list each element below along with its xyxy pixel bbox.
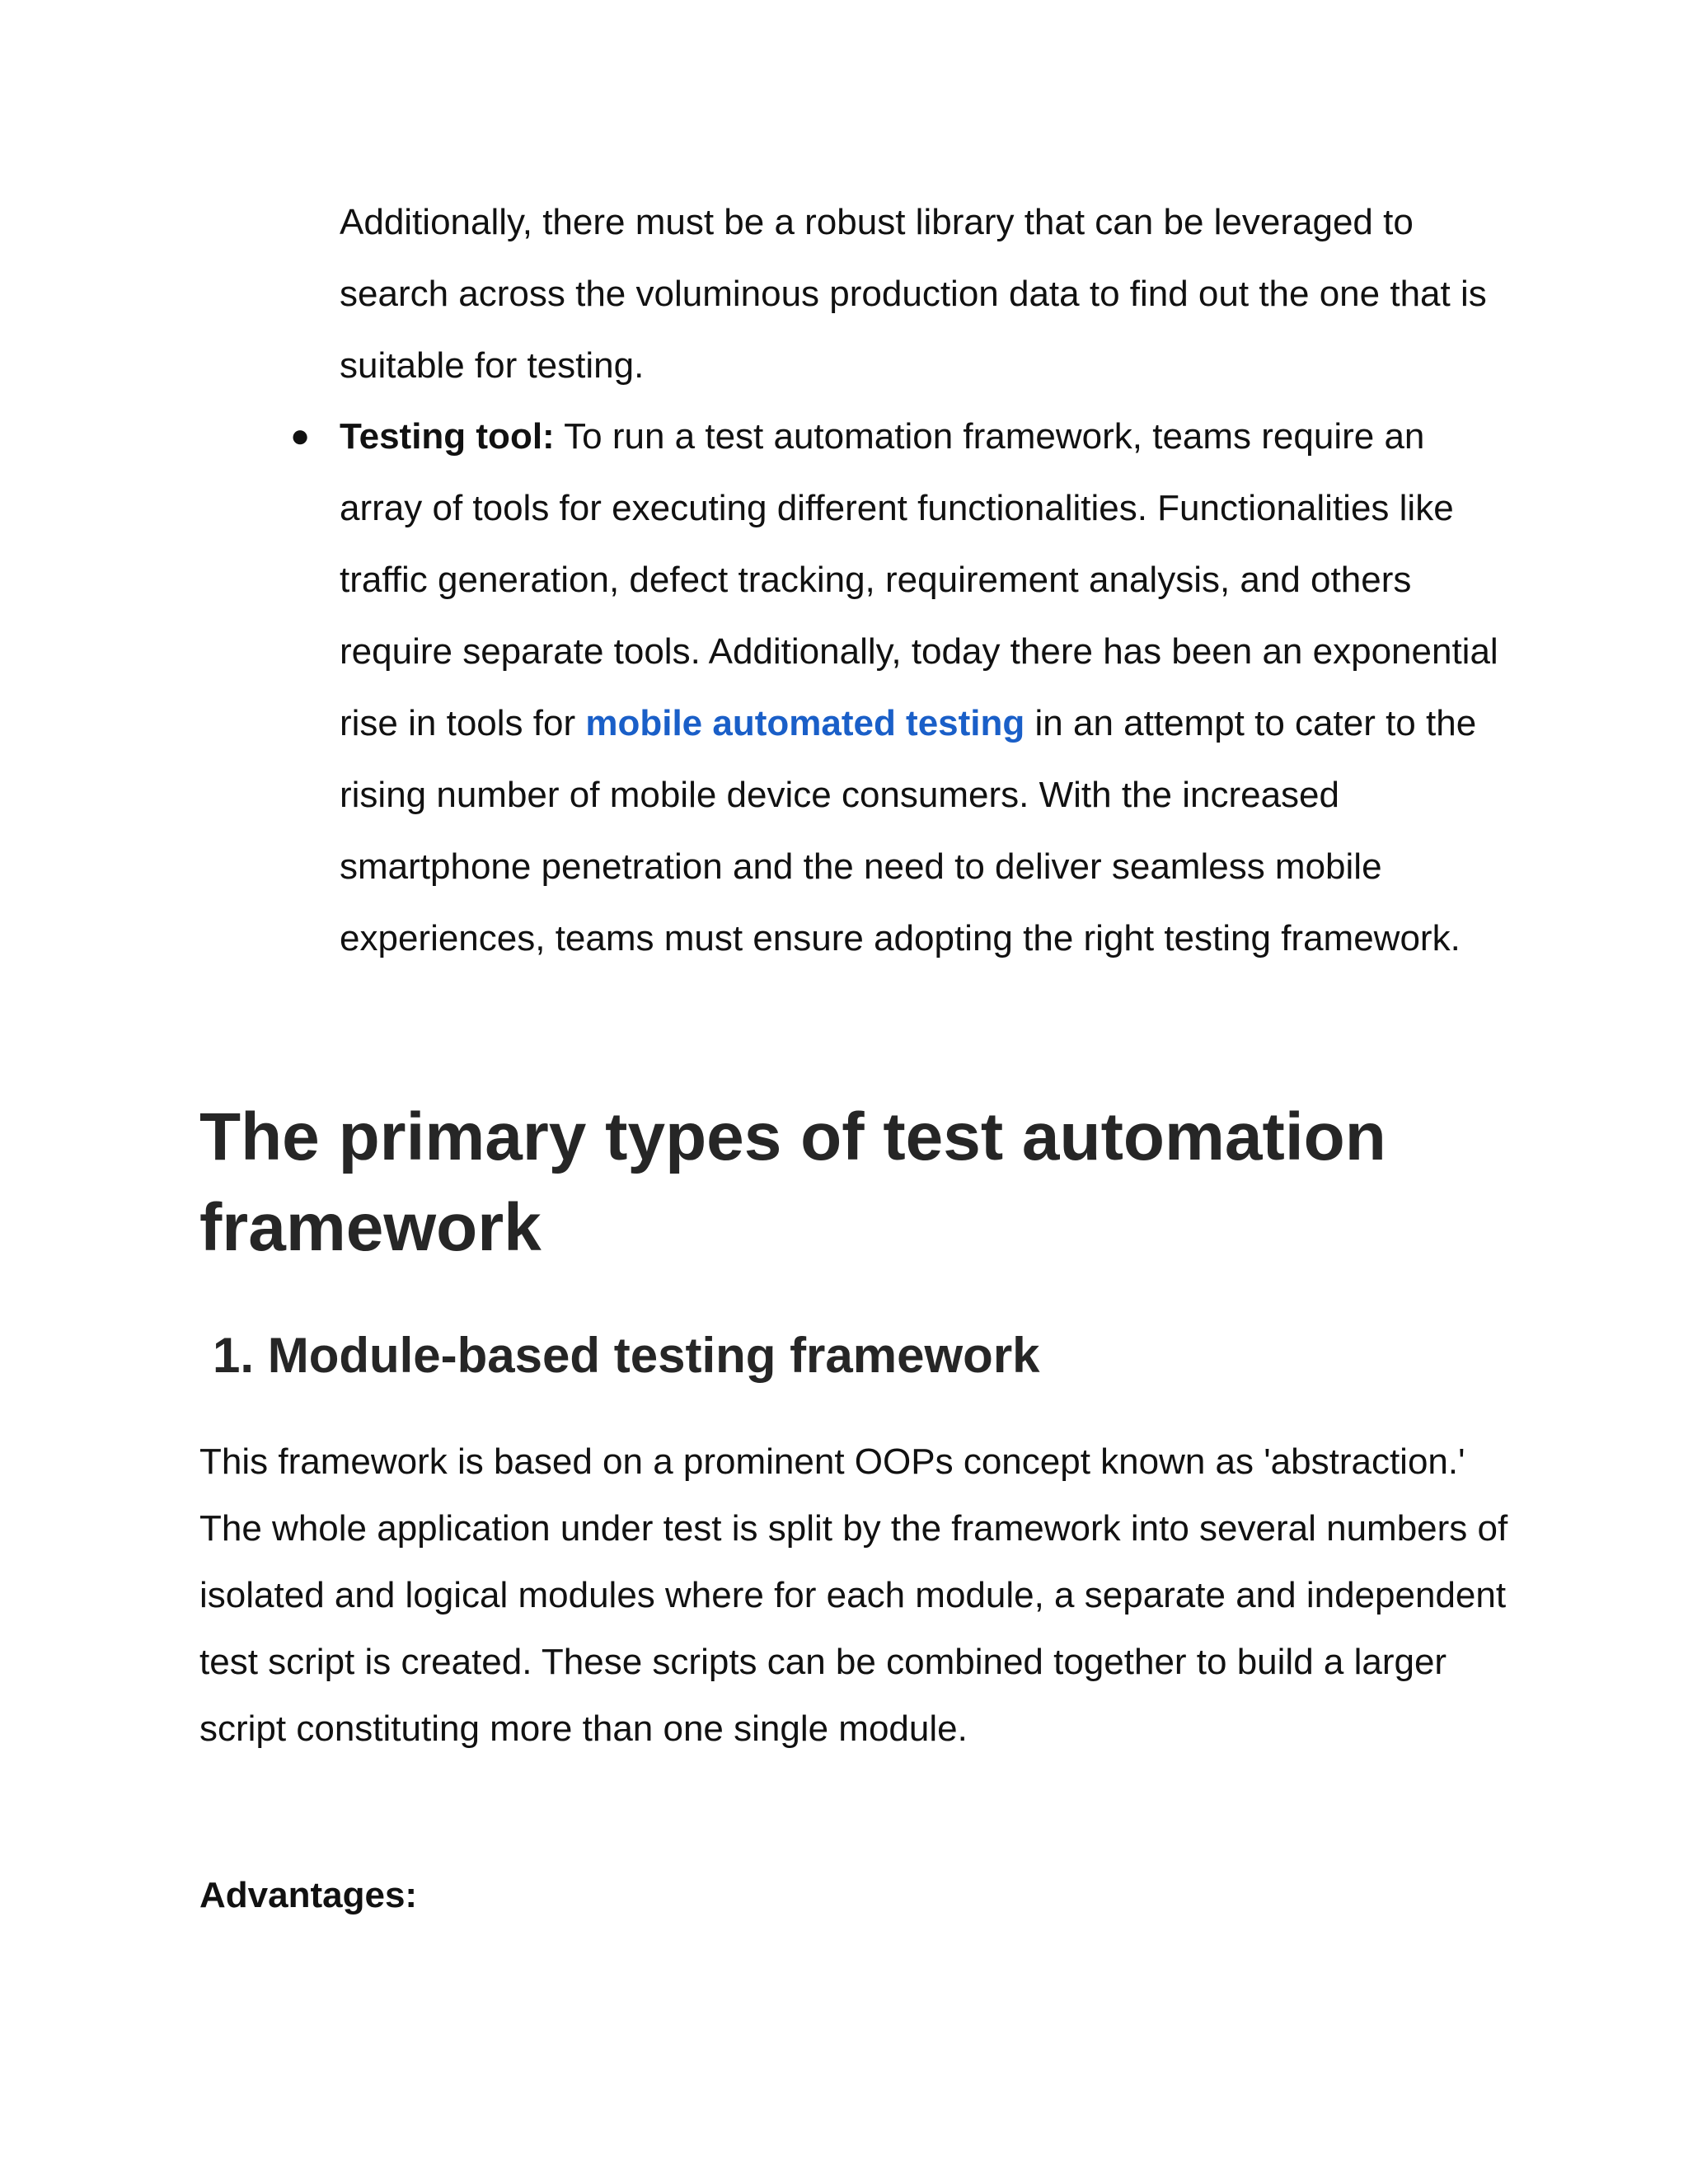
list-item-text-after-link: in an attempt to cater to the rising number of mobile device consumers. With the increased smartphone penetration and the need to deliver seamless mobile experiences, teams must ensure adopting the right testing framework. — [340, 703, 1477, 958]
advantages-label: Advantages: — [199, 1875, 418, 1915]
subsection-heading: 1. Module-based testing framework — [213, 1328, 1040, 1383]
body-paragraph: This framework is based on a prominent OOPs concept known as 'abstraction.' The whole application under test is split by the framework into several numbers of isolated and logical modules where for each module, a separate and independent test script is created. These scripts can be combined together to build a larger script constituting more than one single module. — [199, 1441, 1508, 1749]
list-item-continuation — [340, 186, 1510, 401]
list-item-term: Testing tool: — [340, 416, 555, 457]
bullet-icon: ● — [290, 418, 311, 454]
continuation-text: Additionally, there must be a robust library that can be leveraged to search across the voluminous production data to find out the one that is suitable for testing. — [340, 202, 1487, 386]
list-item-text-before-link: To run a test automation framework, teams require an array of tools for executing different functionalities. Functionalities like traffic generation, defect tracking, requirement analysis, and others require separate tools. Additionally, today there has been an exponential rise in tools for — [340, 416, 1498, 743]
section-heading: The primary types of test automation framework — [199, 1099, 1386, 1265]
mobile-automated-testing-link[interactable]: mobile automated testing — [585, 703, 1025, 743]
list-item-testing-tool — [290, 401, 1510, 974]
